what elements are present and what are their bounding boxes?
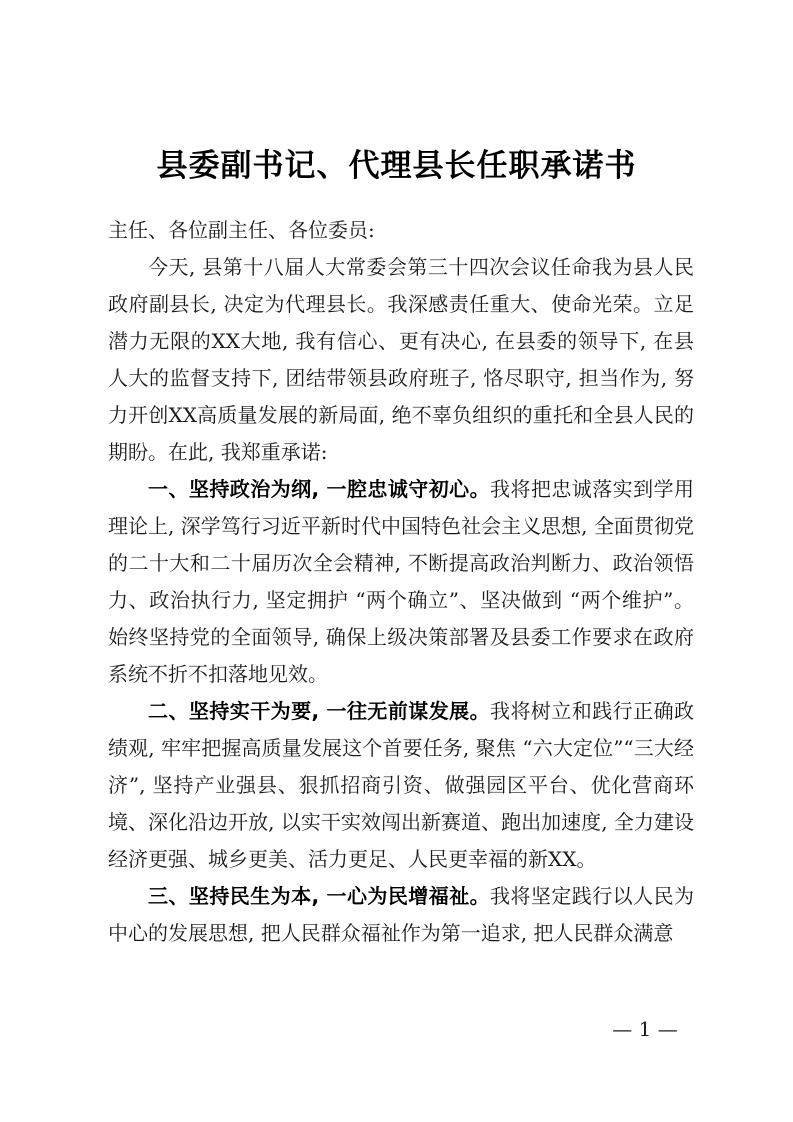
paragraph-text: 我将坚定践行以人民为中心的发展思想, 把人民群众福祉作为第一追求, 把人民群众满意	[108, 884, 695, 945]
paragraph-text: 今天, 县第十八届人大常委会第三十四次会议任命我为县人民政府副县长, 决定为代理县长。我深感责任重大、使命光荣。立足潜力无限的XX大地, 我有信心、更有决心, 在县委的领导下, 在县人大的监督支持下, 团结带领县政府班子, 恪尽职守, 担当作为, 努力开创XX高质量发展的新局面, 绝不辜负组织的重托和全县人民的期盼。在此, 我郑重承诺:	[108, 255, 694, 464]
salutation: 主任、各位副主任、各位委员:	[108, 218, 375, 242]
paragraph-text: 我将把忠诚落实到学用理论上, 深学笃行习近平新时代中国特色社会主义思想, 全面贯彻党的二十大和二十届历次全会精神, 不断提高政治判断力、政治领悟力、政治执行力, 坚定拥护 “两个确立”、坚决做到 “两个维护”。始终坚持党的全面领导, 确保上级决策部署及县委工作要求在政府系统不折不扣落地见效。	[108, 477, 695, 686]
paragraph-commitment-1	[108, 471, 694, 693]
document-body	[108, 212, 694, 952]
paragraph-commitment-3	[108, 878, 694, 952]
paragraph-text: 我将树立和践行正确政绩观, 牢牢把握高质量发展这个首要任务, 聚焦 “六大定位”“三大经济”, 坚持产业强县、狠抓招商引资、做强园区平台、优化营商环境、深化沿边开放, 以实干实效闯出新赛道、跑出加速度, 全力建设经济更强、城乡更美、活力更足、人民更幸福的新XX。	[108, 699, 695, 871]
commitment-heading: 一、坚持政治为纲, 一腔忠诚守初心。	[148, 477, 491, 501]
page-number: — 1 —	[612, 1017, 678, 1041]
paragraph-intro	[108, 249, 694, 471]
commitment-heading: 三、坚持民生为本, 一心为民增福祉。	[148, 884, 491, 908]
commitment-heading: 二、坚持实干为要, 一往无前谋发展。	[148, 699, 491, 723]
paragraph-commitment-2	[108, 693, 694, 878]
document-title: 县委副书记、代理县长任职承诺书	[156, 148, 637, 184]
